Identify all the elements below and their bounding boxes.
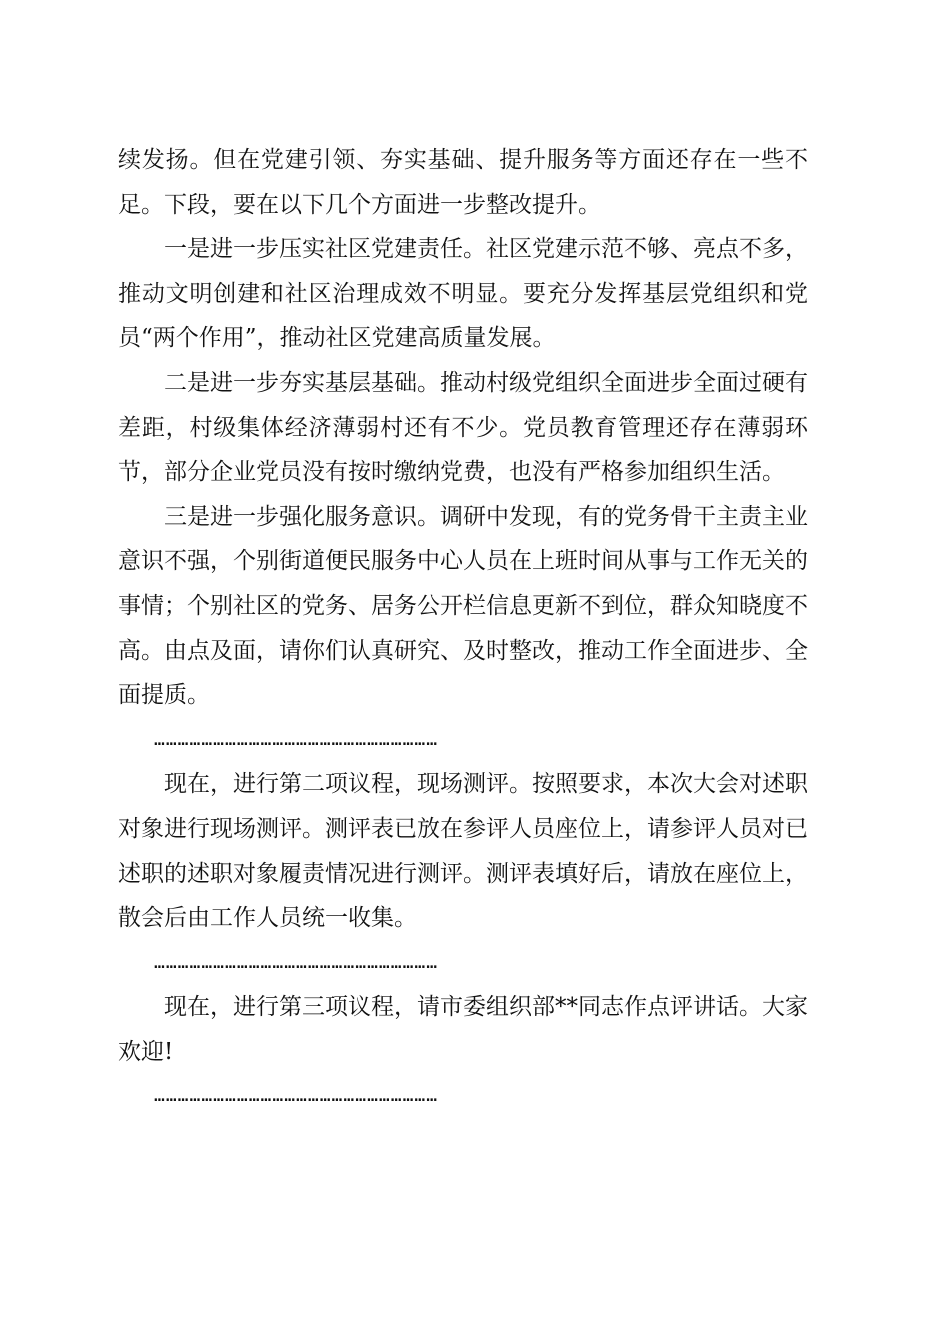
paragraph-agenda-three: 现在，进行第三项议程，请市委组织部**同志作点评讲话。大家欢迎! xyxy=(118,994,808,1065)
paragraph-agenda-two: 现在，进行第二项议程，现场测评。按照要求，本次大会对述职对象进行现场测评。测评表已放在参评人员座位上，请参评人员对已述职的述职对象履责情况进行测评。测评表填好后，请放在座位上，散会后由工作人员统一收集。 xyxy=(118,771,808,932)
ellipsis-separator: ……………………………………………………………… xyxy=(154,728,439,750)
paragraph-continuation: 续发扬。但在党建引领、夯实基础、提升服务等方面还存在一些不足。下段，要在以下几个方面进一步整改提升。 xyxy=(118,147,808,218)
paragraph-point-one: 一是进一步压实社区党建责任。社区党建示范不够、亮点不多，推动文明创建和社区治理成效不明显。要充分发挥基层党组织和党员“两个作用”，推动社区党建高质量发展。 xyxy=(118,236,808,352)
document-body xyxy=(118,138,808,1119)
ellipsis-separator: ……………………………………………………………… xyxy=(154,951,439,973)
ellipsis-separator: ……………………………………………………………… xyxy=(154,1085,439,1107)
paragraph-point-three: 三是进一步强化服务意识。调研中发现，有的党务骨干主责主业意识不强，个别街道便民服务中心人员在上班时间从事与工作无关的事情；个别社区的党务、居务公开栏信息更新不到位，群众知晓度不高。由点及面，请你们认真研究、及时整改，推动工作全面进步、全面提质。 xyxy=(118,503,808,709)
paragraph-point-two: 二是进一步夯实基层基础。推动村级党组织全面进步全面过硬有差距，村级集体经济薄弱村还有不少。党员教育管理还存在薄弱环节，部分企业党员没有按时缴纳党费，也没有严格参加组织生活。 xyxy=(118,369,808,486)
